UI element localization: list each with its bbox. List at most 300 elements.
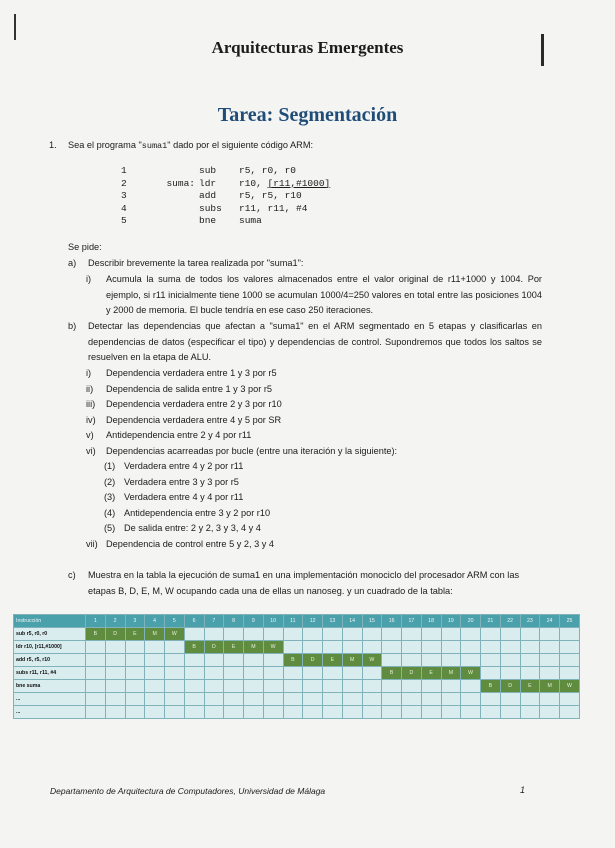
instruction-label: sub r5, r0, r0 [14,628,86,641]
empty-cell [323,706,343,719]
empty-cell [362,641,382,654]
instruction-label: subs r11, r11, #4 [14,667,86,680]
empty-cell [145,706,165,719]
empty-cell [461,654,481,667]
empty-cell [224,693,244,706]
part-a-answer [86,272,542,319]
empty-cell [105,680,125,693]
empty-cell [421,628,441,641]
empty-cell [145,693,165,706]
prompt-before: Sea el programa " [68,140,142,150]
empty-cell [402,641,422,654]
loop-dependency-item [104,459,243,475]
line-number: 5 [121,215,127,226]
empty-cell [86,641,106,654]
header-cycle: 22 [500,615,520,628]
empty-cell [461,641,481,654]
stage-cell: E [323,654,343,667]
empty-cell [500,667,520,680]
header-cycle: 2 [105,615,125,628]
header-cycle: 5 [165,615,185,628]
part-a-answer-text: Acumula la suma de todos los valores almacenados entre el valor original de r11+1000 y 1004. Por ejemplo, si r11 inicialmente tiene 1000 se acumulan 1000/4=250 valores en total entre las posiciones 1004 y 2000 de memoria. El bucle tendría en ese caso 250 iteraciones. [106,274,542,315]
empty-cell [184,628,204,641]
empty-cell [303,706,323,719]
empty-cell [500,628,520,641]
header-cycle: 25 [560,615,580,628]
empty-cell [382,693,402,706]
empty-cell [323,680,343,693]
empty-cell [540,654,560,667]
stage-cell: E [125,628,145,641]
empty-cell [382,680,402,693]
empty-cell [165,680,185,693]
empty-cell [560,667,580,680]
empty-cell [224,654,244,667]
empty-cell [204,693,224,706]
empty-cell [382,654,402,667]
header-cycle: 10 [263,615,283,628]
empty-cell [204,654,224,667]
stage-cell: D [500,680,520,693]
header-cycle: 13 [323,615,343,628]
empty-cell [402,680,422,693]
empty-cell [303,628,323,641]
empty-cell [283,641,303,654]
loop-dependency-item [104,506,270,522]
part-a-question [68,256,548,272]
empty-cell [342,680,362,693]
empty-cell [441,706,461,719]
empty-cell [165,693,185,706]
stage-cell: D [105,628,125,641]
item-mark: ii) [86,383,94,394]
line-number: 3 [121,190,127,201]
empty-cell [86,706,106,719]
scan-mark [14,14,16,40]
empty-cell [421,693,441,706]
empty-cell [263,706,283,719]
empty-cell [145,641,165,654]
stage-cell: W [165,628,185,641]
empty-cell [500,641,520,654]
empty-cell [500,706,520,719]
empty-cell [263,667,283,680]
part-b-control-dependency [86,537,274,553]
stage-cell: M [342,654,362,667]
empty-cell [342,641,362,654]
loop-dependency-item [104,490,243,506]
code-line [121,215,330,228]
header-cycle: 6 [184,615,204,628]
part-a-text: Describir brevemente la tarea realizada por "suma1": [88,258,304,268]
empty-cell [520,641,540,654]
empty-cell [303,680,323,693]
empty-cell [461,693,481,706]
empty-cell [86,654,106,667]
empty-cell [441,693,461,706]
empty-cell [283,680,303,693]
empty-cell [105,693,125,706]
code-line [121,203,330,216]
empty-cell [402,628,422,641]
dependency-item [86,382,272,398]
empty-cell [540,706,560,719]
empty-cell [323,693,343,706]
part-c-question [68,568,542,599]
stage-cell: E [224,641,244,654]
header-cycle: 14 [342,615,362,628]
empty-cell [461,706,481,719]
empty-cell [402,706,422,719]
empty-cell [244,693,264,706]
stage-cell: M [244,641,264,654]
opcode: add [199,190,217,201]
line-number: 1 [121,165,127,176]
item-mark: iv) [86,414,96,425]
item-mark: (2) [104,476,116,487]
empty-cell [520,693,540,706]
course-title: Arquitecturas Emergentes [211,38,404,57]
task-title: Tarea: Segmentación [217,104,398,126]
stage-cell: B [481,680,501,693]
stage-cell: E [520,680,540,693]
stage-cell: B [86,628,106,641]
empty-cell [303,693,323,706]
empty-cell [105,654,125,667]
table-header-row [14,615,580,628]
stage-cell: E [421,667,441,680]
empty-cell [125,706,145,719]
header-cycle: 11 [283,615,303,628]
empty-cell [362,706,382,719]
code-line [121,178,330,191]
dependency-item [86,397,282,413]
empty-cell [86,693,106,706]
operands: r5, r5, r10 [239,190,302,201]
stage-cell: M [540,680,560,693]
instruction-label: add r5, r5, r10 [14,654,86,667]
item-mark: (1) [104,461,116,471]
program-name: suma1 [141,141,168,151]
empty-cell [204,628,224,641]
stage-cell: M [145,628,165,641]
item-text: Antidependencia entre 3 y 2 por r10 [124,507,271,518]
empty-cell [342,706,362,719]
empty-cell [481,641,501,654]
header-cycle: 16 [382,615,402,628]
empty-cell [224,628,244,641]
empty-cell [204,680,224,693]
empty-cell [125,641,145,654]
header-cycle: 19 [441,615,461,628]
item-mark: vii) [86,539,98,549]
empty-cell [244,628,264,641]
empty-cell [86,680,106,693]
part-b-question [68,319,542,366]
part-a-mark: a) [68,258,77,268]
empty-cell [224,667,244,680]
table-row [14,654,580,667]
empty-cell [560,706,580,719]
item-mark: i) [86,368,92,378]
stage-cell: W [263,641,283,654]
header-cycle: 4 [145,615,165,628]
code-label [157,215,199,228]
item-text: Dependencia de control entre 5 y 2, 3 y 4 [106,539,275,549]
empty-cell [165,667,185,680]
table-row [14,667,580,680]
code-listing [121,165,330,228]
empty-cell [224,680,244,693]
empty-cell [500,654,520,667]
item-text: De salida entre: 2 y 2, 3 y 3, 4 y 4 [124,523,261,533]
empty-cell [382,706,402,719]
empty-cell [362,628,382,641]
empty-cell [184,693,204,706]
item-text: Dependencia verdadera entre 2 y 3 por r10 [106,399,282,409]
empty-cell [540,667,560,680]
empty-cell [402,693,422,706]
empty-cell [441,641,461,654]
empty-cell [441,680,461,693]
empty-cell [421,654,441,667]
empty-cell [145,680,165,693]
empty-cell [421,680,441,693]
empty-cell [560,654,580,667]
empty-cell [125,654,145,667]
empty-cell [125,667,145,680]
table-row [14,628,580,641]
empty-cell [520,706,540,719]
code-line [121,165,330,178]
empty-cell [165,641,185,654]
table-row [14,680,580,693]
item-mark: iii) [86,399,96,409]
empty-cell [461,628,481,641]
empty-cell [283,667,303,680]
se-pide-label: Se pide: [68,242,102,252]
operands: suma [239,215,262,226]
empty-cell [165,706,185,719]
empty-cell [204,706,224,719]
dependency-item [86,444,397,460]
header-cycle: 17 [402,615,422,628]
stage-cell: B [184,641,204,654]
empty-cell [184,706,204,719]
item-mark: (3) [104,492,116,502]
empty-cell [481,693,501,706]
item-mark: (4) [104,507,116,518]
operands: r10, [239,177,268,189]
dependency-item [86,413,281,429]
empty-cell [520,654,540,667]
opcode: bne [199,215,217,226]
execution-table-wrapper [13,614,580,719]
empty-cell [204,667,224,680]
empty-cell [244,680,264,693]
empty-cell [560,693,580,706]
item-mark: v) [86,430,94,440]
empty-cell [125,693,145,706]
empty-cell [481,628,501,641]
empty-cell [263,693,283,706]
empty-cell [184,667,204,680]
empty-cell [362,667,382,680]
item-mark: (5) [104,523,116,533]
question-number: 1. [49,140,57,150]
empty-cell [362,680,382,693]
instruction-label: ... [14,693,86,706]
empty-cell [263,680,283,693]
header-cycle: 20 [461,615,481,628]
empty-cell [105,641,125,654]
empty-cell [323,641,343,654]
empty-cell [125,680,145,693]
opcode: sub [199,165,217,176]
operand-address: [r11,#1000] [267,177,331,189]
opcode: ldr [199,177,217,189]
footer-department: Departamento de Arquitectura de Computadores, Universidad de Málaga [50,786,326,796]
empty-cell [342,667,362,680]
item-text: Dependencia de salida entre 1 y 3 por r5 [106,383,272,394]
stage-cell: D [204,641,224,654]
stage-cell: B [382,667,402,680]
item-mark: vi) [86,445,96,456]
code-label [157,165,199,178]
code-label [157,190,199,203]
empty-cell [244,706,264,719]
header-cycle: 18 [421,615,441,628]
empty-cell [145,667,165,680]
empty-cell [520,628,540,641]
empty-cell [481,654,501,667]
table-row [14,641,580,654]
empty-cell [362,693,382,706]
instruction-label: ldr r10, [r11,#1000] [14,641,86,654]
empty-cell [481,667,501,680]
empty-cell [500,693,520,706]
empty-cell [105,667,125,680]
operands: r11, r11, #4 [239,202,308,214]
item-text: Dependencia verdadera entre 1 y 3 por r5 [106,368,277,378]
header-cycle: 15 [362,615,382,628]
empty-cell [461,680,481,693]
empty-cell [421,641,441,654]
empty-cell [402,654,422,667]
empty-cell [323,667,343,680]
line-number: 4 [121,202,127,214]
item-text: Dependencias acarreadas por bucle (entre una iteración y la siguiente): [106,445,398,456]
header-cycle: 12 [303,615,323,628]
empty-cell [303,667,323,680]
empty-cell [441,628,461,641]
page-number: 1 [520,785,526,795]
empty-cell [323,628,343,641]
code-label [157,203,199,216]
empty-cell [540,628,560,641]
operands: r5, r0, r0 [239,165,297,176]
table-row [14,693,580,706]
instruction-label: ... [14,706,86,719]
code-line [121,190,330,203]
part-c-text: Muestra en la tabla la ejecución de suma1 en una implementación monociclo del procesador ARM con las etapas B, D, E, M, W ocupando cada una de ellas un nanoseg. y un cuadrado de la tabla: [88,570,520,596]
empty-cell [184,654,204,667]
empty-cell [165,654,185,667]
loop-dependency-item [104,521,261,537]
header-cycle: 3 [125,615,145,628]
empty-cell [283,706,303,719]
empty-cell [105,706,125,719]
item-text: Antidependencia entre 2 y 4 por r11 [106,430,252,440]
stage-cell: B [283,654,303,667]
empty-cell [184,680,204,693]
empty-cell [382,641,402,654]
header-cycle: 24 [540,615,560,628]
header-cycle: 8 [224,615,244,628]
header-cycle: 21 [481,615,501,628]
stage-cell: W [461,667,481,680]
stage-cell: M [441,667,461,680]
item-text: Dependencia verdadera entre 4 y 5 por SR [106,414,282,425]
item-text: Verdadera entre 4 y 4 por r11 [124,492,244,502]
empty-cell [560,641,580,654]
empty-cell [481,706,501,719]
empty-cell [86,667,106,680]
empty-cell [421,706,441,719]
question-1-prompt [49,140,313,151]
execution-table [13,614,580,719]
dependency-item [86,366,277,382]
part-c-mark: c) [68,570,76,580]
empty-cell [303,641,323,654]
empty-cell [540,641,560,654]
stage-cell: W [560,680,580,693]
table-row [14,706,580,719]
instruction-label: bne suma [14,680,86,693]
part-b-text: Detectar las dependencias que afectan a "suma1" en el ARM segmentado en 5 etapas y clasificarlas en dependencias de datos (especificar el tipo) y dependencias de control. Supondremos que todos los saltos se resuelven en la etapa de ALU. [88,321,542,362]
empty-cell [560,628,580,641]
empty-cell [244,667,264,680]
prompt-after: " dado por el siguiente código ARM: [167,140,314,150]
loop-dependency-item [104,475,239,491]
empty-cell [224,706,244,719]
header-cycle: 23 [520,615,540,628]
stage-cell: W [362,654,382,667]
dependency-item [86,428,251,444]
empty-cell [283,693,303,706]
header-instruction: Instrucción [14,615,86,628]
empty-cell [342,628,362,641]
code-label: suma: [166,177,195,189]
stage-cell: D [303,654,323,667]
empty-cell [342,693,362,706]
empty-cell [540,693,560,706]
header-cycle: 1 [86,615,106,628]
item-text: Verdadera entre 3 y 3 por r5 [124,476,239,487]
empty-cell [441,654,461,667]
header-cycle: 7 [204,615,224,628]
empty-cell [263,654,283,667]
part-a-answer-mark: i) [86,274,92,284]
item-text: Verdadera entre 4 y 2 por r11 [124,461,244,471]
header-cycle: 9 [244,615,264,628]
line-number: 2 [121,177,127,189]
empty-cell [263,628,283,641]
empty-cell [520,667,540,680]
empty-cell [244,654,264,667]
stage-cell: D [402,667,422,680]
empty-cell [382,628,402,641]
